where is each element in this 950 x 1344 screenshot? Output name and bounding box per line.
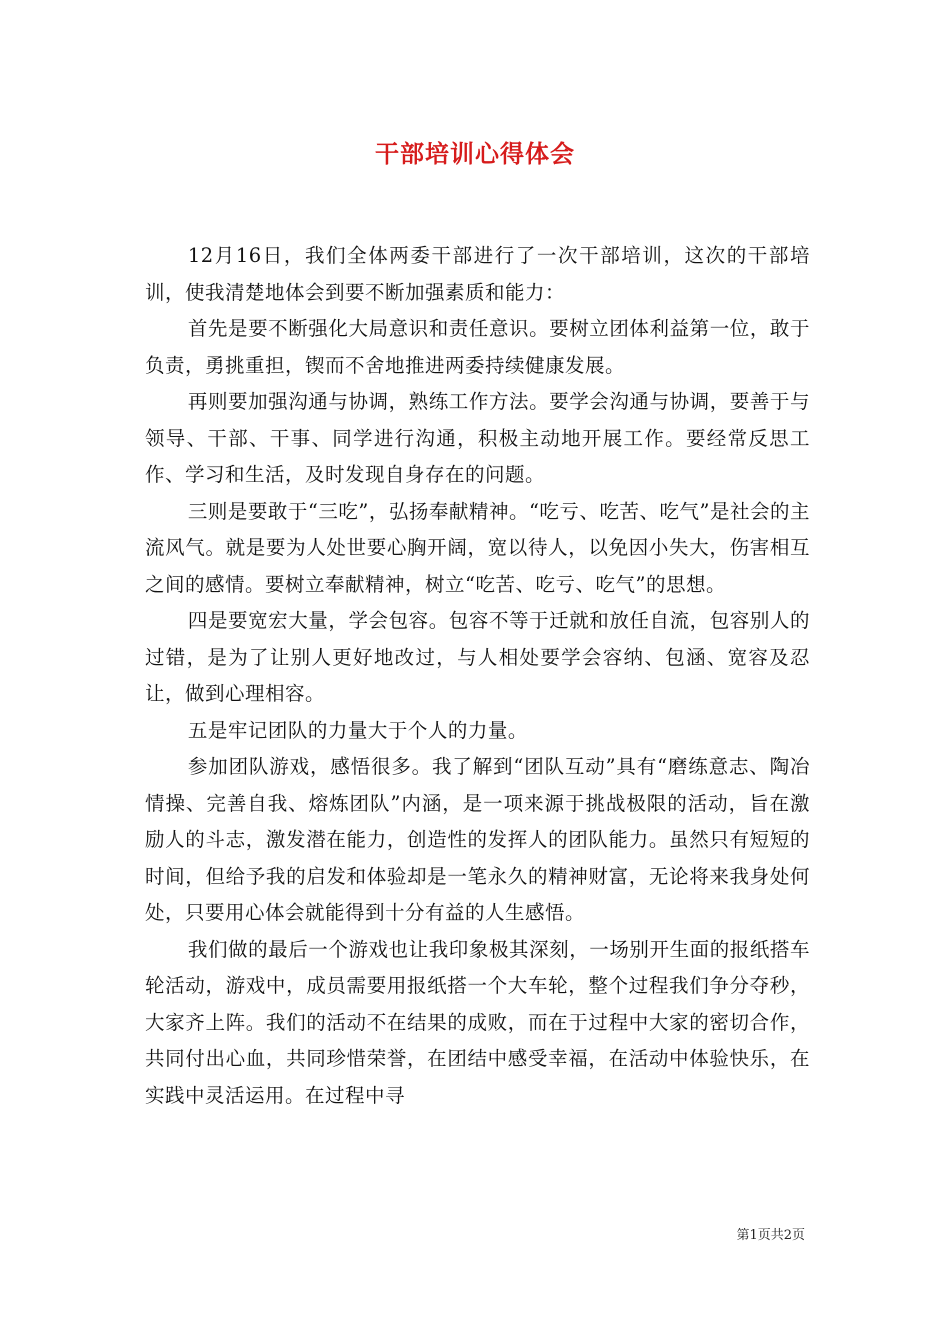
paragraph-first-point: 首先是要不断强化大局意识和责任意识。要树立团体利益第一位，敢于负责，勇挑重担，锲而不舍地推进两委持续健康发展。 bbox=[145, 317, 810, 377]
paragraph-third-point: 三则是要敢于“三吃”，弘扬奉献精神。“吃亏、吃苦、吃气”是社会的主流风气。就是要为人处世要心胸开阔，宽以待人，以免因小失大，伤害相互之间的感情。要树立奉献精神，树立“吃苦、吃亏、吃气”的思想。 bbox=[145, 499, 810, 596]
paragraph-intro: 12月16日，我们全体两委干部进行了一次干部培训，这次的干部培训，使我清楚地体会到要不断加强素质和能力： bbox=[145, 244, 810, 304]
paragraph-team-games: 参加团队游戏，感悟很多。我了解到“团队互动”具有“磨练意志、陶冶情操、完善自我、熔炼团队”内涵，是一项来源于挑战极限的活动，旨在激励人的斗志，激发潜在能力，创造性的发挥人的团队能力。虽然只有短短的时间，但给予我的启发和体验却是一笔永久的精神财富，无论将来我身处何处，只要用心体会就能得到十分有益的人生感悟。 bbox=[145, 755, 810, 924]
paragraph-last-game: 我们做的最后一个游戏也让我印象极其深刻，一场别开生面的报纸搭车轮活动，游戏中，成员需要用报纸搭一个大车轮，整个过程我们争分夺秒，大家齐上阵。我们的活动不在结果的成败，而在于过程中大家的密切合作，共同付出心血，共同珍惜荣誉，在团结中感受幸福，在活动中体验快乐，在实践中灵活运用。在过程中寻 bbox=[145, 937, 810, 1107]
paragraph-second-point: 再则要加强沟通与协调，熟练工作方法。要学会沟通与协调，要善于与领导、干部、干事、同学进行沟通，积极主动地开展工作。要经常反思工作、学习和生活，及时发现自身存在的问题。 bbox=[145, 390, 810, 486]
document-body bbox=[145, 238, 810, 1114]
paragraph-fourth-point: 四是要宽宏大量，学会包容。包容不等于迁就和放任自流，包容别人的过错，是为了让别人更好地改过，与人相处要学会容纳、包涵、宽容及忍让，做到心理相容。 bbox=[145, 609, 810, 705]
document-title: 干部培训心得体会 bbox=[375, 139, 575, 168]
page-number: 第1页共2页 bbox=[736, 1228, 805, 1243]
paragraph-fifth-point: 五是牢记团队的力量大于个人的力量。 bbox=[187, 718, 528, 742]
